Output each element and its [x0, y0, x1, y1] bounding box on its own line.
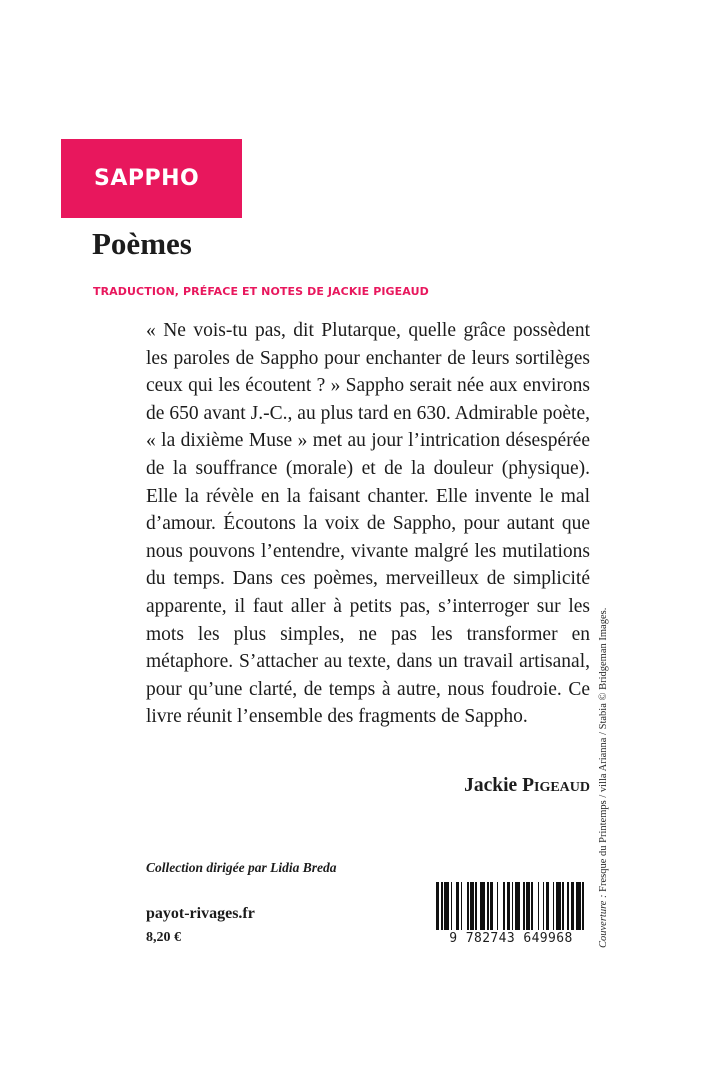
barcode-number: 9 782743 649968	[449, 931, 573, 946]
cover-credit-label: Couverture :	[598, 894, 609, 948]
collection-editor: Collection dirigée par Lidia Breda	[146, 860, 337, 875]
cover-credit-text: Fresque du Printemps / villa Arianna / Stabia © Bridgeman Images.	[598, 607, 609, 892]
translation-credit: TRADUCTION, PRÉFACE ET NOTES DE JACKIE PIGEAUD	[93, 285, 429, 298]
back-cover-blurb: « Ne vois-tu pas, dit Plutarque, quelle grâce possèdent les paroles de Sappho pour enchanter de leurs sortilèges ceux qui les écoutent ? » Sappho serait née aux environs de 650 avant J.-C., au plus tard en 630. Admirable poète, « la dixième Muse » met au jour l’intrication désespérée de la souffrance (morale) et de la douleur (physique). Elle la révèle en la faisant chanter. Elle invente le mal d’amour. Écoutons la voix de Sappho, pour autant que nous pouvons l’entendre, vivante malgré les mutilations du temps. Dans ces poèmes, merveilleux de simplicité apparente, il faut aller à petits pas, s’interroger sur les mots les plus simples, ne pas les transformer en métaphore. S’attacher au texte, dans un travail artisanal, pour qu’une clarté, de temps à autre, nous foudroie. Ce livre réunit l’ensemble des fragments de Sappho.	[146, 320, 590, 728]
author-band	[61, 139, 242, 218]
price-label: 8,20 €	[146, 930, 181, 945]
blurb-signature: Jackie Pigeaud	[464, 775, 590, 796]
author-name: SAPPHO	[94, 166, 200, 191]
cover-image-credit	[598, 588, 609, 948]
book-title: Poèmes	[92, 226, 192, 261]
publisher-website: payot-rivages.fr	[146, 905, 255, 922]
barcode-bars	[436, 882, 586, 930]
isbn-barcode	[432, 878, 590, 952]
